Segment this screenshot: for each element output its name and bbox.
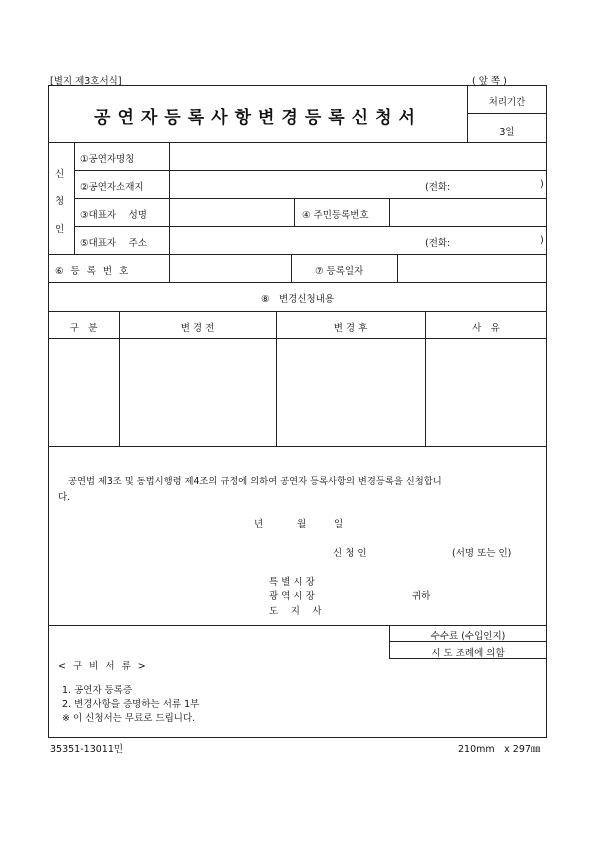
col-reason: 사 유 — [472, 323, 500, 334]
authority-1: 특 별 시 장 — [269, 577, 315, 588]
divider — [74, 226, 547, 227]
applicant-label-1: 신 — [55, 169, 65, 180]
rep-name-label: ③대표자 성명 — [80, 210, 147, 221]
documents-title: < 구 비 서 류 > — [58, 661, 148, 672]
divider — [48, 625, 547, 626]
phone-close-1: ) — [540, 179, 544, 190]
rrn-label: ④ 주민등록번호 — [302, 210, 369, 221]
col-category: 구 분 — [69, 323, 98, 334]
free-notice: ※ 이 신청서는 무료로 드립니다. — [62, 713, 196, 724]
divider — [74, 198, 547, 199]
form-title: 공연자등록사항변경등록신청서 — [94, 108, 422, 128]
divider — [291, 254, 292, 282]
page-side: ( 앞 쪽 ) — [472, 76, 507, 87]
applicant-label-3: 인 — [55, 224, 65, 235]
addressee: 귀하 — [412, 591, 431, 602]
divider — [48, 282, 547, 283]
applicant-sign-label: 신 청 인 — [333, 548, 367, 559]
divider — [48, 142, 547, 143]
divider — [294, 198, 295, 226]
performer-address-label: ②공연자소재지 — [80, 182, 144, 193]
registration-number-label: ⑥ 등 록 번 호 — [55, 266, 131, 277]
divider — [389, 198, 390, 226]
fee-value: 시 도 조례에 의함 — [431, 648, 505, 659]
form-code: 35351-13011민 — [50, 744, 124, 755]
divider — [48, 446, 547, 447]
sign-or-seal: (서명 또는 인) — [452, 548, 512, 559]
phone-close-2: ) — [540, 235, 544, 246]
performer-name-label: ①공연자명칭 — [80, 154, 135, 165]
date-day: 일 — [334, 519, 344, 530]
processing-value: 3일 — [499, 127, 515, 138]
divider — [48, 254, 547, 255]
col-before: 변 경 전 — [180, 323, 215, 334]
phone-label-2: (전화: — [425, 238, 451, 249]
phone-label-1: (전화: — [425, 182, 451, 193]
rep-address-label: ⑤대표자 주소 — [80, 238, 147, 249]
divider — [467, 113, 547, 114]
fee-label: 수수료 (수입인지) — [430, 631, 506, 642]
paper-size: 210mm x 297㎜ — [458, 744, 541, 755]
divider — [74, 170, 547, 171]
statement-line-2: 다. — [58, 492, 71, 503]
divider — [48, 311, 547, 312]
authority-3: 도 지 사 — [269, 606, 322, 617]
change-section-title: ⑧ 변경신청내용 — [260, 294, 335, 305]
statement-line-1: 공연법 제3조 및 동법시행령 제4조의 규정에 의하여 공연자 등록사항의 변경등록을 신청합니 — [68, 476, 442, 487]
divider — [169, 142, 170, 282]
form-number: [별지 제3호서식] — [50, 76, 122, 87]
processing-label: 처리기간 — [488, 97, 526, 108]
registration-date-label: ⑦ 등록일자 — [315, 266, 364, 277]
document-item-2: 2. 변경사항을 증명하는 서류 1부 — [62, 699, 200, 710]
divider — [397, 254, 398, 282]
col-after: 변 경 후 — [333, 323, 368, 334]
authority-2: 광 역 시 장 — [269, 591, 315, 602]
divider — [48, 338, 547, 339]
date-month: 월 — [297, 519, 307, 530]
applicant-label-2: 청 — [55, 196, 65, 207]
document-item-1: 1. 공연자 등록증 — [62, 685, 133, 696]
date-year: 년 — [254, 519, 264, 530]
